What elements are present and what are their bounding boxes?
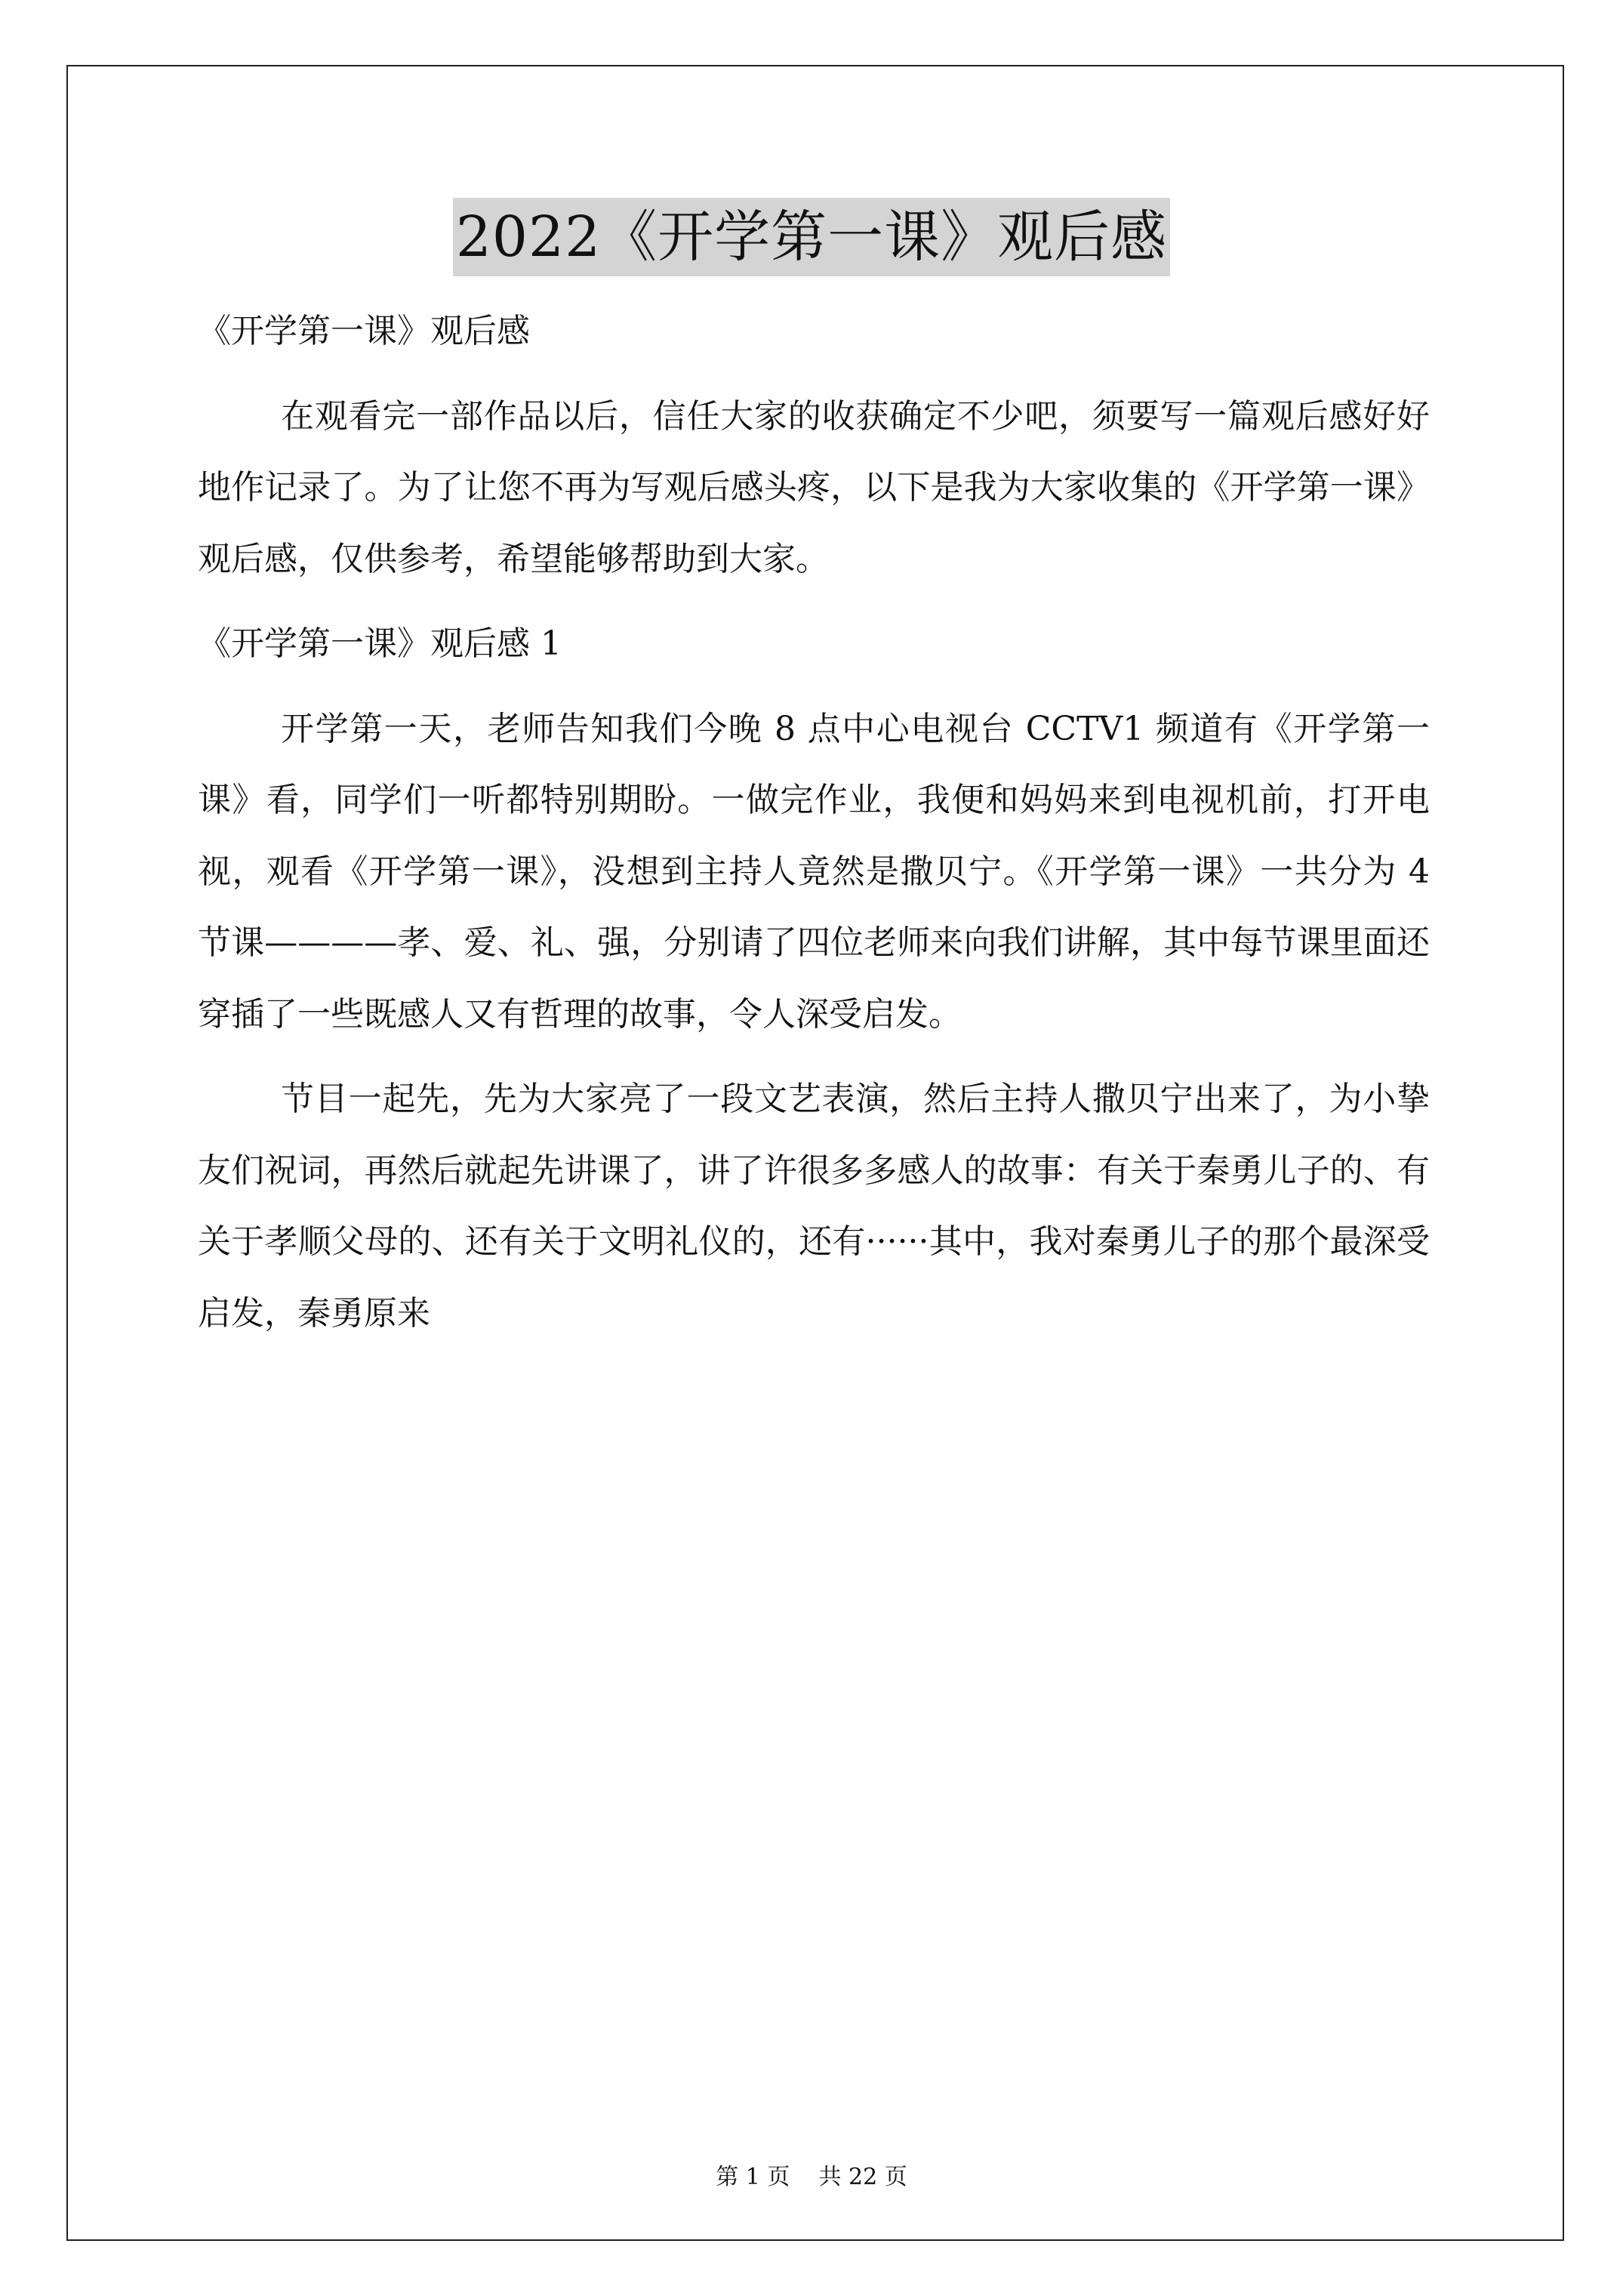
page-number-footer: 第 1 页 共 22 页	[716, 2164, 907, 2190]
section-heading: 《开学第一课》观后感	[198, 312, 530, 350]
document-body	[198, 296, 1430, 1363]
section-heading: 《开学第一课》观后感 1	[198, 624, 562, 663]
paragraph: 在观看完一部作品以后，信任大家的收获确定不少吧，须要写一篇观后感好好地作记录了。为了让您不再为写观后感头疼，以下是我为大家收集的《开学第一课》观后感，仅供参考，希望能够帮助到大家。	[198, 396, 1430, 578]
document-title: 2022《开学第一课》观后感	[453, 198, 1170, 276]
title-container	[0, 198, 1623, 276]
paragraph: 节目一起先，先为大家亮了一段文艺表演，然后主持人撒贝宁出来了，为小挚友们祝词，再然后就起先讲课了，讲了许很多多感人的故事：有关于秦勇儿子的、有关于孝顺父母的、还有关于文明礼仪的，还有······其中，我对秦勇儿子的那个最深受启发，秦勇原来	[198, 1080, 1430, 1333]
paragraph: 开学第一天，老师告知我们今晚 8 点中心电视台 CCTV1 频道有《开学第一课》看，同学们一听都特别期盼。一做完作业，我便和妈妈来到电视机前，打开电视，观看《开学第一课》，没想到主持人竟然是撒贝宁。《开学第一课》一共分为 4 节课————孝、爱、礼、强，分别请了四位老师来向我们讲解，其中每节课里面还穿插了一些既感人又有哲理的故事，令人深受启发。	[198, 709, 1430, 1034]
